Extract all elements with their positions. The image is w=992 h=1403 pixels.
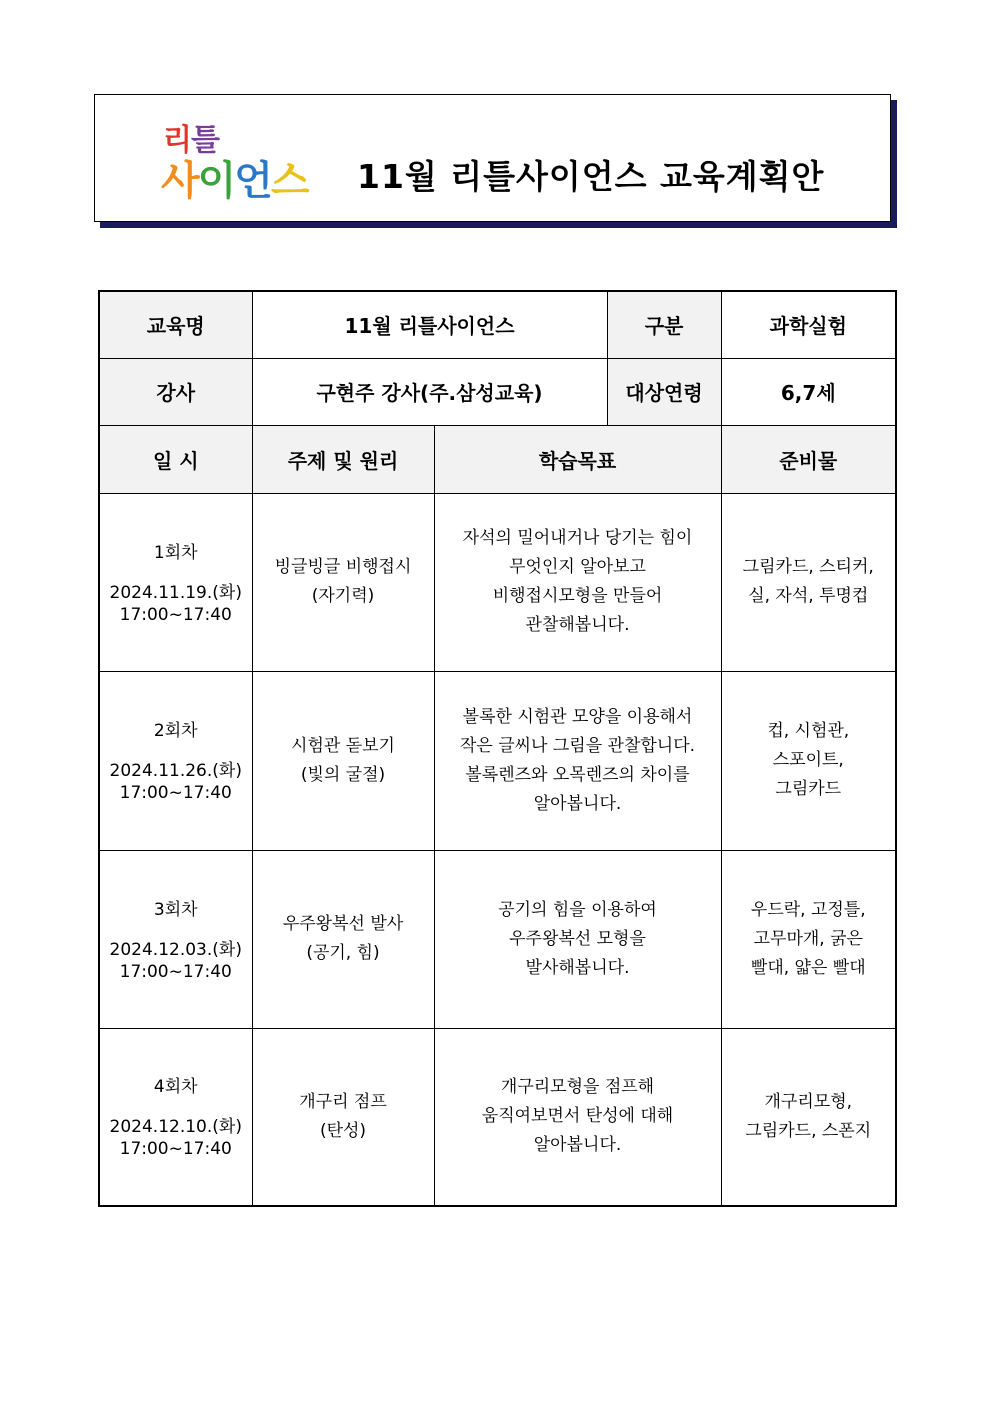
topic-line: 개구리 점프: [299, 1091, 387, 1112]
materials-line: 스포이트,: [772, 750, 844, 770]
session-number: 3회차: [153, 899, 198, 920]
session-number: 1회차: [153, 542, 198, 563]
page-title: 11월 리틀사이언스 교육계획안: [357, 157, 825, 196]
session-materials-cell: [721, 850, 896, 1028]
session-topic-cell: [252, 1028, 434, 1206]
session-goal-cell: [434, 493, 721, 671]
session-time: 17:00~17:40: [119, 604, 232, 625]
materials-line: 실, 자석, 투명컵: [748, 586, 869, 606]
goal-line: 알아봅니다.: [533, 793, 622, 814]
session-date: 2024.11.19.(화): [109, 582, 242, 603]
goal-line: 비행접시모형을 만들어: [492, 586, 663, 606]
topic-line: (자기력): [311, 586, 375, 606]
goal-line: 움직여보면서 탄성에 대해: [481, 1106, 674, 1127]
session-row: [99, 493, 896, 671]
little-science-logo: [161, 115, 331, 203]
goal-line: 발사해봅니다.: [525, 957, 630, 978]
session-goal-cell: [434, 850, 721, 1028]
goal-line: 자석의 밀어내거나 당기는 힘이: [462, 528, 693, 548]
session-materials-cell: [721, 493, 896, 671]
col-header-topic: 주제 및 원리: [252, 425, 434, 493]
goal-line: 알아봅니다.: [533, 1135, 622, 1156]
session-date-cell: [99, 850, 252, 1028]
session-date-cell: [99, 671, 252, 850]
topic-line: (공기, 힘): [306, 943, 380, 963]
instructor-value: 구현주 강사(주.삼성교육): [252, 358, 607, 425]
session-topic-cell: [252, 671, 434, 850]
topic-line: 빙글빙글 비행접시: [274, 557, 412, 577]
session-row: [99, 671, 896, 850]
goal-line: 볼록한 시험관 모양을 이용해서: [462, 706, 693, 727]
session-topic-cell: [252, 850, 434, 1028]
session-date-cell: [99, 493, 252, 671]
materials-line: 그림카드: [775, 779, 842, 799]
education-plan-table: [98, 290, 897, 1207]
session-row: [99, 850, 896, 1028]
goal-line: 무엇인지 알아보고: [509, 557, 646, 577]
goal-line: 작은 글씨나 그림을 관찰합니다.: [459, 735, 696, 756]
materials-line: 고무마개, 굵은: [753, 928, 863, 949]
session-topic-cell: [252, 493, 434, 671]
col-header-materials: 준비물: [721, 425, 896, 493]
goal-line: 우주왕복선 모형을: [509, 928, 646, 949]
topic-line: 우주왕복선 발사: [282, 914, 404, 934]
session-date-cell: [99, 1028, 252, 1206]
course-label: 교육명: [99, 291, 252, 358]
goal-line: 볼록렌즈와 오목렌즈의 차이를: [465, 764, 690, 785]
materials-line: 우드락, 고정틀,: [750, 899, 866, 920]
age-label: 대상연령: [607, 358, 721, 425]
materials-line: 빨대, 얇은 빨대: [750, 957, 866, 978]
session-number: 4회차: [153, 1077, 198, 1098]
col-header-goal: 학습목표: [434, 425, 721, 493]
goal-line: 개구리모형을 점프해: [500, 1077, 655, 1098]
session-goal-cell: [434, 671, 721, 850]
session-time: 17:00~17:40: [119, 961, 232, 982]
session-date: 2024.12.03.(화): [109, 939, 242, 960]
goal-line: 공기의 힘을 이용하여: [498, 899, 657, 920]
session-time: 17:00~17:40: [119, 1139, 232, 1160]
topic-line: (빛의 굴절): [300, 764, 386, 785]
logo-top-text: 리틀: [163, 123, 219, 158]
category-value: 과학실험: [721, 291, 896, 358]
materials-line: 그림카드, 스폰지: [745, 1120, 872, 1141]
session-row: [99, 1028, 896, 1206]
session-date: 2024.11.26.(화): [109, 761, 242, 781]
category-label: 구분: [607, 291, 721, 358]
materials-line: 그림카드, 스티커,: [742, 557, 874, 577]
logo-bottom-text: 사이언스: [161, 158, 308, 204]
instructor-label: 강사: [99, 358, 252, 425]
materials-line: 개구리모형,: [764, 1091, 853, 1112]
info-row-instructor: [99, 358, 896, 425]
col-header-date: 일 시: [99, 425, 252, 493]
session-materials-cell: [721, 1028, 896, 1206]
course-value: 11월 리틀사이언스: [252, 291, 607, 358]
session-date: 2024.12.10.(화): [109, 1117, 242, 1138]
session-materials-cell: [721, 671, 896, 850]
column-header-row: [99, 425, 896, 493]
info-row-course: [99, 291, 896, 358]
materials-line: 컵, 시험관,: [767, 721, 850, 741]
topic-line: 시험관 돋보기: [291, 735, 395, 756]
session-number: 2회차: [153, 721, 198, 741]
topic-line: (탄성): [319, 1120, 367, 1141]
age-value: 6,7세: [721, 358, 896, 425]
session-time: 17:00~17:40: [119, 783, 232, 803]
session-goal-cell: [434, 1028, 721, 1206]
title-box: [94, 94, 891, 222]
goal-line: 관찰해봅니다.: [525, 615, 630, 635]
